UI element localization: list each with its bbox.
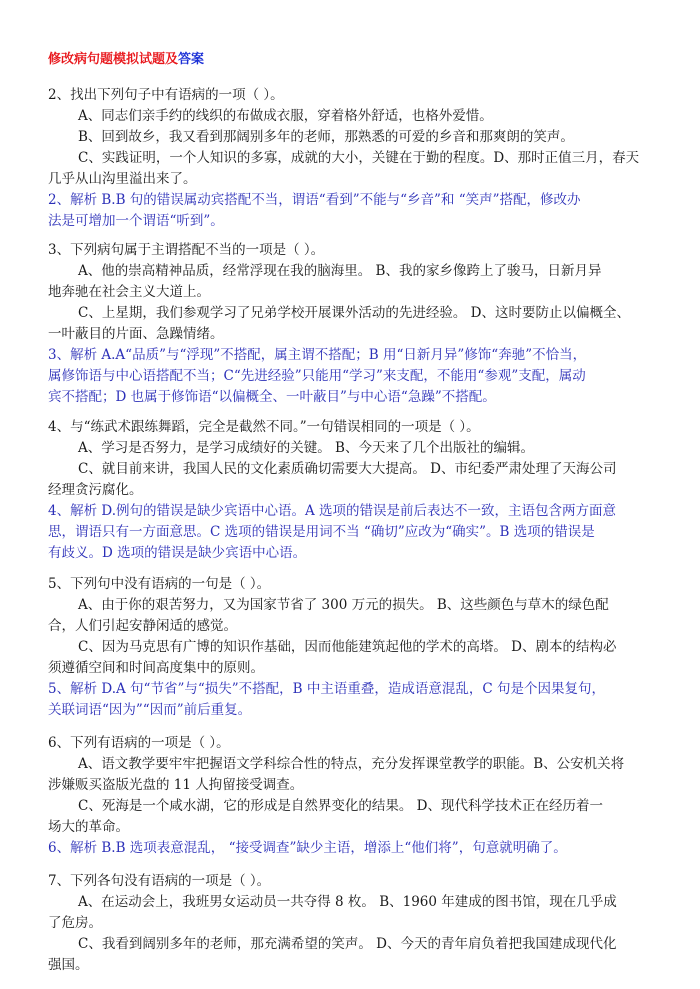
question-4-line: C、就目前来讲，我国人民的文化素质确切需要大大提高。 D、市纪委严肃处理了天海公司 bbox=[78, 461, 617, 477]
question-4-stem: 4、与“练武术跟练舞蹈，完全是截然不同。”一句错误相同的一项是（ ）。 bbox=[48, 419, 480, 435]
question-3-line: C、上星期，我们参观学习了兄弟学校开展课外活动的先进经验。 D、这时要防止以偏概全、 bbox=[78, 305, 630, 321]
question-2-line: B、回到故乡，我又看到那阔别多年的老师，那熟悉的可爱的乡音和那爽朗的笑声。 bbox=[78, 129, 574, 145]
question-7-line: C、我看到阔别多年的老师，那充满希望的笑声。 D、今天的青年肩负着把我国建成现代化 bbox=[78, 936, 617, 952]
title-answer: 答案 bbox=[178, 52, 205, 67]
question-6-line: A、语文教学要牢牢把握语文学科综合性的特点，充分发挥课堂教学的职能。B、公安机关将 bbox=[78, 756, 625, 772]
question-2-line: 几乎从山沟里溢出来了。 bbox=[48, 171, 197, 187]
question-4-line: A、学习是否努力，是学习成绩好的关键。 B、今天来了几个出版社的编辑。 bbox=[78, 440, 534, 456]
question-5-line: 须遵循空间和时间高度集中的原则。 bbox=[48, 660, 264, 676]
answer-2: 2、解析 B.B 句的错误属动宾搭配不当，谓语“看到”不能与“乡音”和 “笑声”搭配，修改办 bbox=[48, 192, 581, 208]
question-7-stem: 7、下列各句没有语病的一项是（ ）。 bbox=[48, 873, 271, 889]
answer-5: 关联词语“因为”“因而”前后重复。 bbox=[48, 702, 252, 718]
document-title bbox=[48, 48, 204, 67]
answer-3: 宾不搭配；D 也属于修饰语“以偏概全、一叶蔽目”与中心语“急躁”不搭配。 bbox=[48, 389, 496, 405]
answer-3: 属修饰语与中心语搭配不当；C“先进经验”只能用“学习”来支配，不能用“参观”支配，属动 bbox=[48, 368, 586, 384]
question-4-line: 经理贪污腐化。 bbox=[48, 482, 143, 498]
question-6-line: 涉嫌贩买盗版光盘的 11 人拘留接受调查。 bbox=[48, 777, 304, 793]
question-2-line: C、实践证明，一个人知识的多寡，成就的大小，关键在于勤的程度。D、那时正值三月，春天 bbox=[78, 150, 640, 166]
question-6-line: 场大的革命。 bbox=[48, 819, 129, 835]
question-7-line: 强国。 bbox=[48, 957, 89, 973]
question-5-stem: 5、下列句中没有语病的一句是（ ）。 bbox=[48, 576, 271, 592]
question-2-stem: 2、找出下列句子中有语病的一项（ ）。 bbox=[48, 87, 284, 103]
question-3-stem: 3、下列病句属于主谓搭配不当的一项是（ ）。 bbox=[48, 242, 325, 258]
question-3-line: A、他的崇高精神品质，经常浮现在我的脑海里。 B、我的家乡像跨上了骏马，日新月异 bbox=[78, 263, 602, 279]
answer-5: 5、解析 D.A 句“节省”与“损失”不搭配，B 中主语重叠，造成语意混乱，C 句是个因果复句， bbox=[48, 681, 605, 697]
question-5-line: C、因为马克思有广博的知识作基础，因而他能建筑起他的学术的高塔。 D、剧本的结构必 bbox=[78, 639, 617, 655]
question-6-line: C、死海是一个咸水湖，它的形成是自然界变化的结果。 D、现代科学技术正在经历着一 bbox=[78, 798, 603, 814]
answer-4: 思，谓语只有一方面意思。C 选项的错误是用词不当 “确切”应改为“确实”。B 选项的错误是 bbox=[48, 524, 595, 540]
answer-4: 有歧义。D 选项的错误是缺少宾语中心语。 bbox=[48, 545, 307, 561]
question-5-line: A、由于你的艰苦努力，又为国家节省了 300 万元的损失。 B、这些颜色与草木的绿色配 bbox=[78, 597, 609, 613]
question-3-line: 一叶蔽目的片面、急躁情绪。 bbox=[48, 326, 224, 342]
answer-2: 法是可增加一个谓语“听到”。 bbox=[48, 213, 224, 229]
answer-3: 3、解析 A.A“品质”与“浮现”不搭配，属主谓不搭配；B 用“日新月异”修饰“奔驰”不恰当， bbox=[48, 347, 587, 363]
question-5-line: 合，人们引起安静闲适的感觉。 bbox=[48, 618, 237, 634]
question-2-line: A、同志们亲手约的线织的布做成衣服，穿着格外舒适，也格外爱惜。 bbox=[78, 108, 493, 124]
question-6-stem: 6、下列有语病的一项是（ ）。 bbox=[48, 735, 230, 751]
question-7-line: 了危房。 bbox=[48, 915, 102, 931]
answer-4: 4、解析 D.例句的错误是缺少宾语中心语。A 选项的错误是前后表达不一致，主语包含两方面意 bbox=[48, 503, 617, 519]
question-7-line: A、在运动会上，我班男女运动员一共夺得 8 枚。 B、1960 年建成的图书馆，现在几乎成 bbox=[78, 894, 617, 910]
title-main: 修改病句题模拟试题及 bbox=[48, 52, 179, 67]
answer-6: 6、解析 B.B 选项表意混乱， “接受调查”缺少主语，增添上“他们将”，句意就明确了。 bbox=[48, 840, 567, 856]
question-3-line: 地奔驰在社会主义大道上。 bbox=[48, 284, 210, 300]
